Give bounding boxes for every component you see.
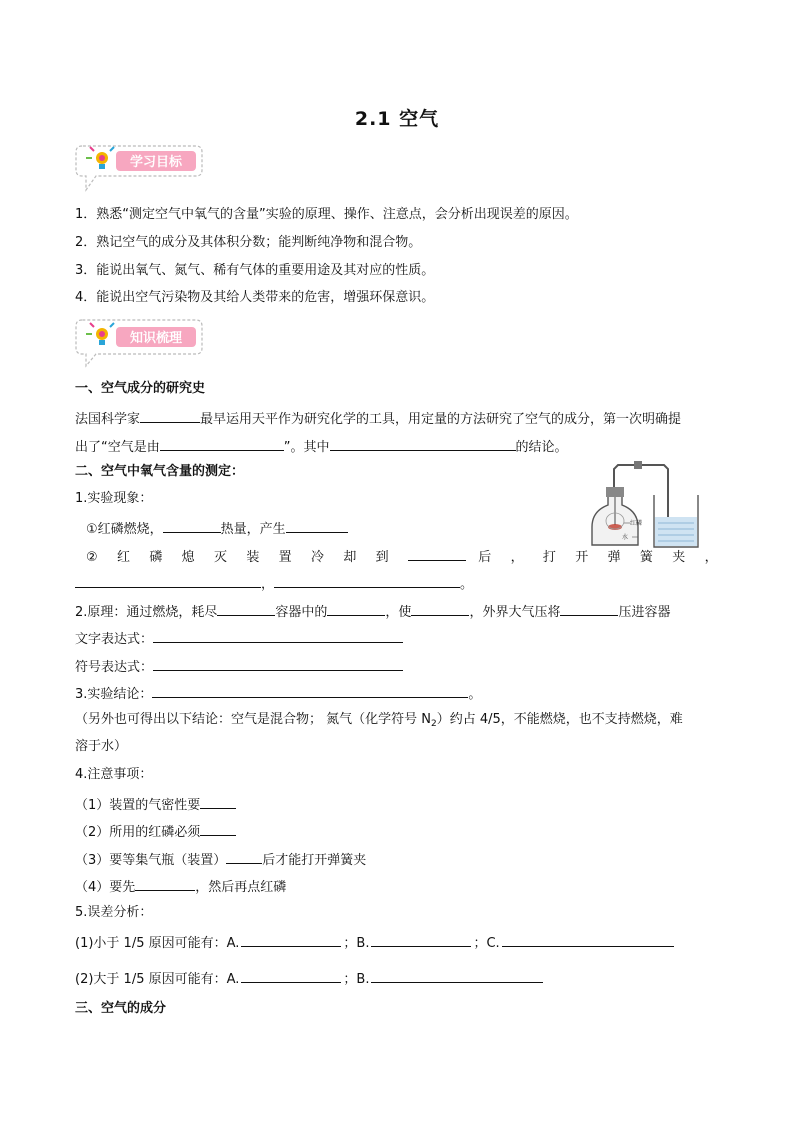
text: ；B. bbox=[343, 936, 370, 951]
note-3 bbox=[75, 849, 366, 870]
text: 的结论。 bbox=[515, 440, 568, 455]
word-expression bbox=[75, 628, 403, 649]
text: ；C. bbox=[473, 936, 500, 951]
answer-blank[interactable] bbox=[160, 436, 284, 451]
text: 。 bbox=[460, 577, 474, 592]
note-4 bbox=[75, 876, 286, 897]
error-less-line bbox=[75, 932, 676, 953]
answer-blank[interactable] bbox=[411, 601, 469, 616]
answer-blank[interactable] bbox=[226, 849, 262, 864]
page-title: 2.1 空气 bbox=[354, 108, 440, 130]
phenomenon-item-2-cont bbox=[75, 573, 473, 594]
svg-text:学习目标: 学习目标 bbox=[129, 155, 183, 170]
answer-blank[interactable] bbox=[408, 546, 466, 561]
text: 热量，产生 bbox=[220, 522, 286, 537]
text: （4）要先 bbox=[75, 880, 136, 895]
text: ，外界大气压将 bbox=[469, 605, 561, 620]
text: ；B. bbox=[343, 972, 370, 987]
conclusion-line bbox=[75, 683, 481, 704]
speech-bubble-icon bbox=[74, 314, 204, 368]
phenomenon-label: 1.实验现象： bbox=[75, 491, 153, 506]
text: 文字表达式： bbox=[75, 632, 154, 647]
answer-blank[interactable] bbox=[135, 876, 195, 891]
phosphorus-label: 红磷 bbox=[630, 520, 643, 527]
error-more-line bbox=[75, 968, 545, 989]
experiment-apparatus-diagram bbox=[578, 461, 708, 549]
phenomenon-item-1 bbox=[86, 518, 348, 539]
answer-blank[interactable] bbox=[286, 518, 348, 533]
extra-conclusion-line1 bbox=[75, 711, 683, 733]
section1-line2 bbox=[75, 436, 568, 457]
answer-blank[interactable] bbox=[327, 601, 385, 616]
answer-blank[interactable] bbox=[502, 932, 674, 947]
objective-4: 4．能说出空气污染物及其给人类带来的危害，增强环保意识。 bbox=[75, 290, 435, 305]
answer-blank[interactable] bbox=[153, 656, 403, 671]
notes-label: 4.注意事项： bbox=[75, 767, 153, 782]
section1-line1 bbox=[75, 408, 681, 429]
text: （1）装置的气密性要 bbox=[75, 798, 201, 813]
clamp-icon bbox=[634, 461, 642, 469]
answer-blank[interactable] bbox=[274, 573, 460, 588]
text: 容器中的 bbox=[275, 605, 328, 620]
text: （另外也可得出以下结论：空气是混合物； 氮气（化学符号 N bbox=[75, 712, 431, 727]
section3-heading: 三、空气的成分 bbox=[75, 1001, 167, 1016]
knowledge-badge bbox=[74, 314, 204, 364]
answer-blank[interactable] bbox=[163, 518, 221, 533]
text: 后才能打开弹簧夹 bbox=[262, 853, 367, 868]
section1-heading: 一、空气成分的研究史 bbox=[75, 381, 206, 396]
objective-1: 1．熟悉“测定空气中氧气的含量”实验的原理、操作、注意点，会分析出现误差的原因。 bbox=[75, 207, 578, 222]
text: 法国科学家 bbox=[75, 412, 141, 427]
answer-blank[interactable] bbox=[241, 968, 341, 983]
svg-text:知识梳理: 知识梳理 bbox=[129, 331, 183, 346]
text: ）约占 4/5，不能燃烧，也不支持燃烧，难 bbox=[436, 712, 683, 727]
text: （2）所用的红磷必须 bbox=[75, 825, 201, 840]
text: 压进容器 bbox=[618, 605, 671, 620]
text: （3）要等集气瓶（装置） bbox=[75, 853, 227, 868]
text: ”。其中 bbox=[283, 440, 330, 455]
answer-blank[interactable] bbox=[200, 821, 236, 836]
answer-blank[interactable] bbox=[153, 628, 403, 643]
note-1 bbox=[75, 794, 236, 815]
answer-blank[interactable] bbox=[371, 968, 543, 983]
answer-blank[interactable] bbox=[217, 601, 275, 616]
water-label: 水 bbox=[622, 534, 629, 541]
answer-blank[interactable] bbox=[241, 932, 341, 947]
objective-2: 2．熟记空气的成分及其体积分数；能判断纯净物和混合物。 bbox=[75, 235, 422, 250]
text: 。 bbox=[468, 687, 482, 702]
text: 2.原理：通过燃烧，耗尽 bbox=[75, 605, 218, 620]
text: ② 红 磷 熄 灭 装 置 冷 却 到 bbox=[86, 550, 397, 565]
text: (2)大于 1/5 原因可能有：A. bbox=[75, 972, 240, 987]
answer-blank[interactable] bbox=[152, 683, 468, 698]
text: 后 ， 打 开 弹 簧 夹 ， bbox=[478, 550, 726, 565]
section2-heading: 二、空气中氧气含量的测定： bbox=[75, 464, 245, 479]
extra-conclusion-line2: 溶于水） bbox=[75, 739, 128, 754]
objective-3: 3．能说出氧气、氮气、稀有气体的重要用途及其对应的性质。 bbox=[75, 263, 435, 278]
answer-blank[interactable] bbox=[75, 573, 261, 588]
text: (1)小于 1/5 原因可能有：A. bbox=[75, 936, 240, 951]
principle-line bbox=[75, 601, 670, 622]
error-analysis-label: 5.误差分析： bbox=[75, 905, 153, 920]
text: ①红磷燃烧， bbox=[86, 522, 163, 537]
answer-blank[interactable] bbox=[330, 436, 516, 451]
text: ，然后再点红磷 bbox=[195, 880, 287, 895]
text: 3.实验结论： bbox=[75, 687, 153, 702]
answer-blank[interactable] bbox=[200, 794, 236, 809]
phenomenon-item-2 bbox=[86, 546, 725, 567]
answer-blank[interactable] bbox=[371, 932, 471, 947]
symbol-expression bbox=[75, 656, 403, 677]
text: ，使 bbox=[385, 605, 412, 620]
objectives-badge bbox=[74, 140, 204, 190]
subscript: 2 bbox=[431, 719, 437, 729]
answer-blank[interactable] bbox=[560, 601, 618, 616]
answer-blank[interactable] bbox=[140, 408, 200, 423]
text: 出了“空气是由 bbox=[75, 440, 160, 455]
text: ， bbox=[261, 577, 275, 592]
speech-bubble-icon bbox=[74, 140, 204, 194]
text: 符号表达式： bbox=[75, 660, 154, 675]
note-2 bbox=[75, 821, 236, 842]
text: 最早运用天平作为研究化学的工具，用定量的方法研究了空气的成分，第一次明确提 bbox=[200, 412, 682, 427]
